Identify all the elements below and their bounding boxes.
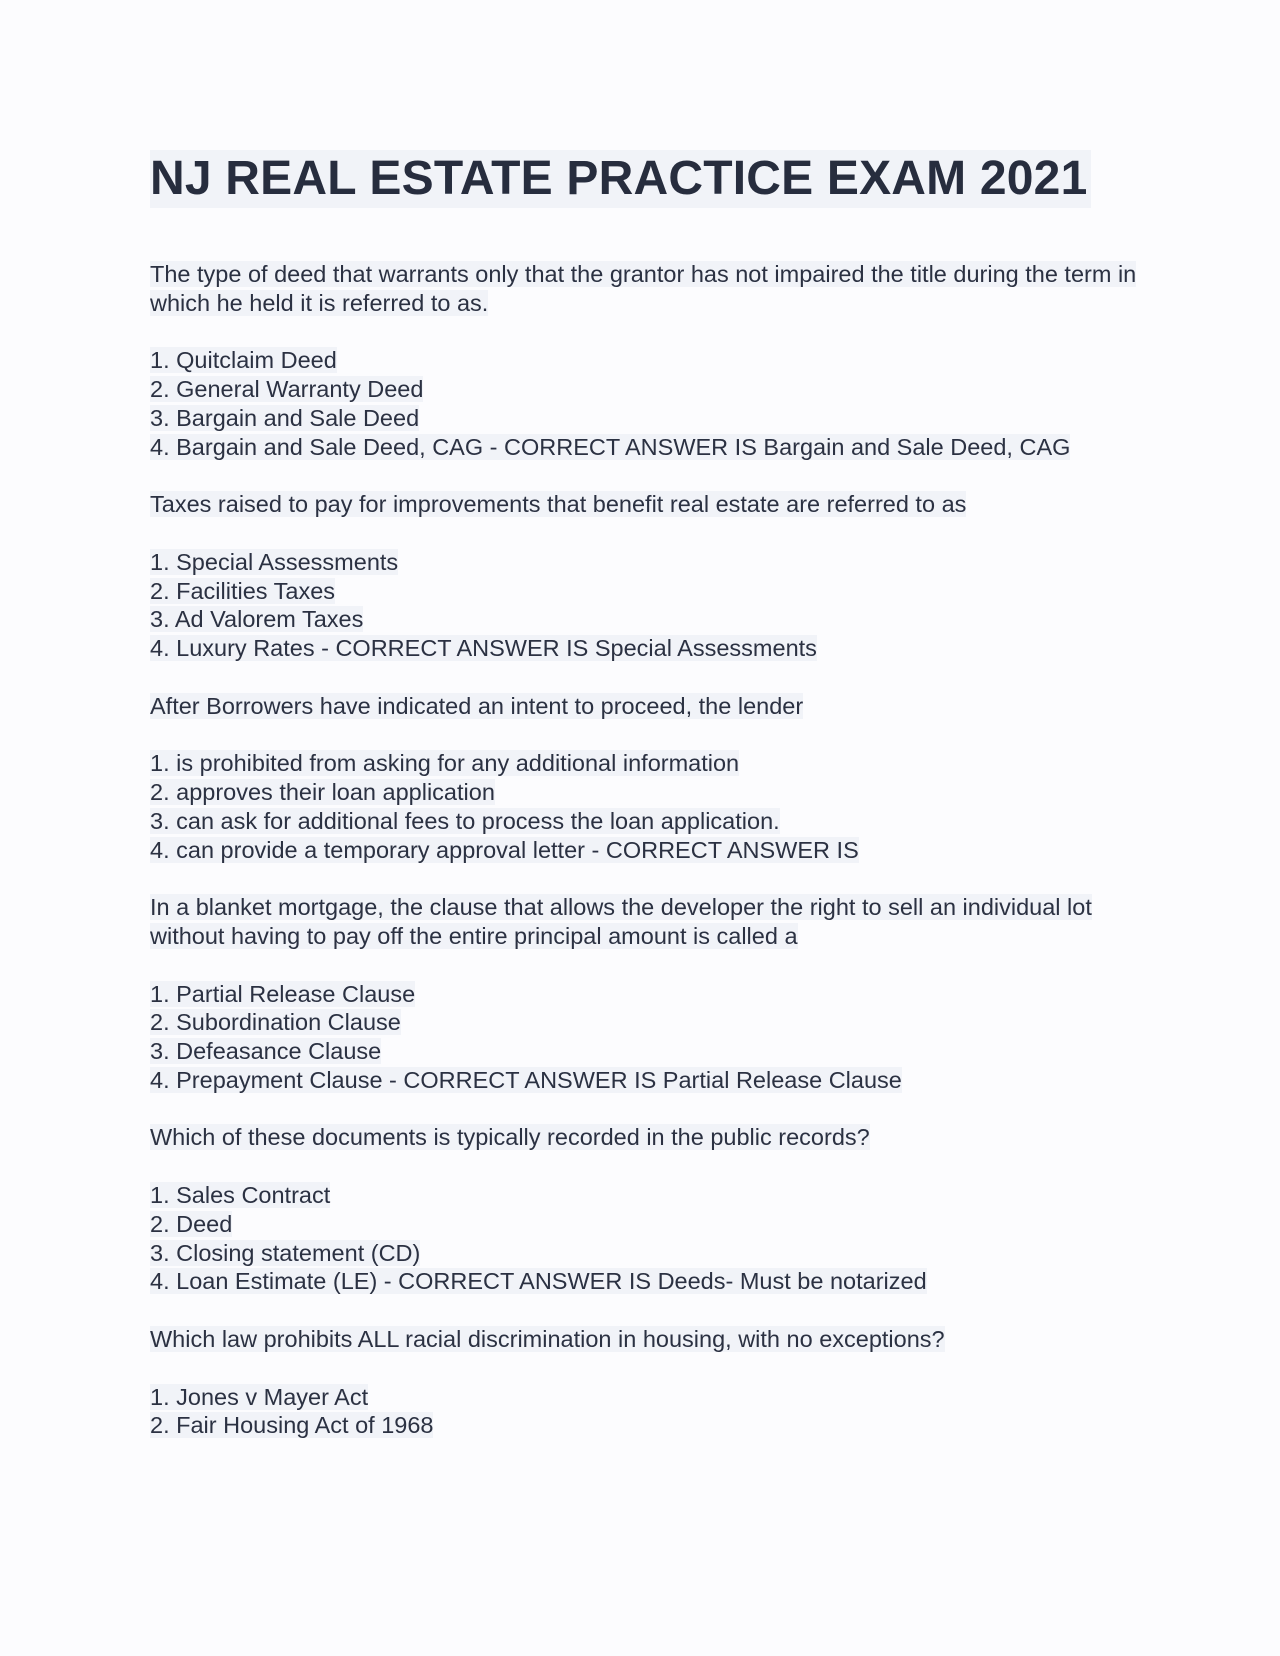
question-block <box>150 260 1140 461</box>
answer-options <box>150 548 1140 663</box>
question-block <box>150 692 1140 865</box>
answer-option-with-correct-answer: 4. Luxury Rates - CORRECT ANSWER IS Special Assessments <box>150 635 817 662</box>
answer-option-with-correct-answer: 4. Loan Estimate (LE) - CORRECT ANSWER IS Deeds- Must be notarized <box>150 1268 927 1295</box>
document-content <box>150 150 1140 1469</box>
answer-option: 2. Deed <box>150 1210 233 1237</box>
answer-option: 2. General Warranty Deed <box>150 376 424 403</box>
answer-option-with-correct-answer: 4. Prepayment Clause - CORRECT ANSWER IS Partial Release Clause <box>150 1066 902 1093</box>
question-block <box>150 490 1140 663</box>
question-block <box>150 893 1140 1094</box>
answer-option: 1. Quitclaim Deed <box>150 347 337 374</box>
question-text: Which of these documents is typically recorded in the public records? <box>150 1124 870 1151</box>
question-list <box>150 260 1140 1440</box>
question-text: The type of deed that warrants only that the grantor has not impaired the title during the term in which he held it is referred to as. <box>150 261 1137 316</box>
answer-option: 3. Bargain and Sale Deed <box>150 404 420 431</box>
answer-options <box>150 346 1140 461</box>
answer-option: 2. Subordination Clause <box>150 1009 401 1036</box>
answer-option: 1. Sales Contract <box>150 1182 331 1209</box>
answer-option: 1. Jones v Mayer Act <box>150 1383 369 1410</box>
answer-options <box>150 980 1140 1095</box>
answer-option: 3. Closing statement (CD) <box>150 1239 421 1266</box>
answer-option-with-correct-answer: 4. can provide a temporary approval letter - CORRECT ANSWER IS <box>150 836 859 863</box>
answer-option-with-correct-answer: 4. Bargain and Sale Deed, CAG - CORRECT ANSWER IS Bargain and Sale Deed, CAG <box>150 433 1071 460</box>
page-title: NJ REAL ESTATE PRACTICE EXAM 2021 <box>150 150 1091 208</box>
answer-option: 3. Ad Valorem Taxes <box>150 606 364 633</box>
answer-options <box>150 1383 1140 1440</box>
question-text: Taxes raised to pay for improvements that benefit real estate are referred to as <box>150 491 967 518</box>
answer-option: 1. Special Assessments <box>150 548 399 575</box>
question-block <box>150 1123 1140 1296</box>
answer-option: 3. Defeasance Clause <box>150 1038 382 1065</box>
question-block <box>150 1325 1140 1440</box>
question-text: After Borrowers have indicated an intent to proceed, the lender <box>150 692 804 719</box>
answer-option: 1. Partial Release Clause <box>150 980 416 1007</box>
answer-option: 2. Fair Housing Act of 1968 <box>150 1412 434 1439</box>
answer-options <box>150 1181 1140 1296</box>
question-text: In a blanket mortgage, the clause that allows the developer the right to sell an individual lot without having to pay off the entire principal amount is called a <box>150 894 1092 949</box>
answer-option: 2. approves their loan application <box>150 779 495 806</box>
answer-options <box>150 749 1140 864</box>
answer-option: 1. is prohibited from asking for any additional information <box>150 750 740 777</box>
question-text: Which law prohibits ALL racial discrimination in housing, with no exceptions? <box>150 1325 945 1352</box>
answer-option: 2. Facilities Taxes <box>150 577 336 604</box>
answer-option: 3. can ask for additional fees to process the loan application. <box>150 807 780 834</box>
